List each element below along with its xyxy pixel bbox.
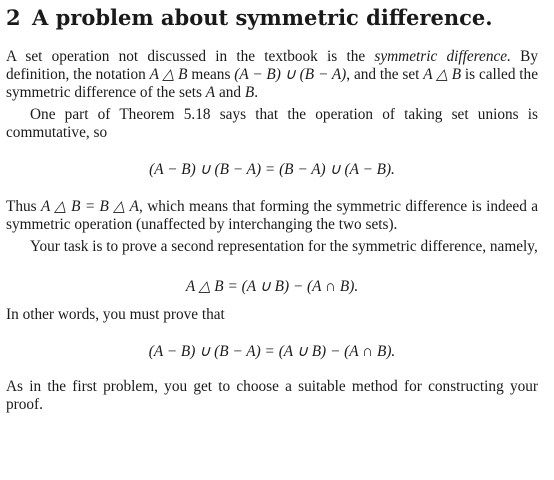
equation-representation: A △ B = (A ∪ B) − (A ∩ B). bbox=[185, 278, 359, 295]
text-run: . bbox=[254, 84, 259, 101]
section-number: 2 bbox=[6, 5, 21, 30]
inline-math: B bbox=[244, 84, 255, 101]
equation-to-prove: (A − B) ∪ (B − A) = (A ∪ B) − (A ∩ B). bbox=[148, 343, 396, 360]
paragraph-commutative: One part of Theorem 5.18 says that the operation of taking set unions is commutative, so bbox=[6, 106, 538, 141]
equation-commutative: (A − B) ∪ (B − A) = (B − A) ∪ (A − B). bbox=[149, 161, 395, 178]
paragraph-thus bbox=[6, 198, 538, 234]
text-run: means bbox=[187, 66, 235, 83]
section-title: A problem about symmetric difference. bbox=[32, 5, 493, 30]
paragraph-in-other-words: In other words, you must prove that bbox=[6, 306, 225, 323]
text-run: Thus bbox=[6, 198, 41, 215]
inline-math: A △ B = B △ A bbox=[40, 198, 140, 215]
text-run: By definition, the notation bbox=[6, 48, 538, 83]
inline-math: A △ B bbox=[423, 66, 462, 83]
text-run: , and the set bbox=[346, 66, 424, 83]
inline-math: (A − B) ∪ (B − A) bbox=[234, 66, 347, 83]
text-run: , which means that forming the symmetric difference is indeed a symmetric operation (unaffected by interchanging the two sets). bbox=[6, 198, 539, 233]
paragraph-task: Your task is to prove a second representation for the symmetric difference, namely, bbox=[30, 238, 538, 255]
inline-math: A bbox=[205, 84, 216, 101]
inline-math: A △ B bbox=[149, 66, 188, 83]
defined-term: symmetric difference. bbox=[374, 48, 511, 65]
paragraph-definition bbox=[6, 48, 538, 102]
section-heading bbox=[6, 3, 493, 33]
text-run: and bbox=[215, 84, 245, 101]
text-run: A set operation not discussed in the textbook is the bbox=[6, 48, 375, 65]
paragraph-method: As in the first problem, you get to choose a suitable method for constructing your proof. bbox=[6, 378, 538, 413]
text-run: is called the symmetric difference of the sets bbox=[6, 66, 538, 101]
